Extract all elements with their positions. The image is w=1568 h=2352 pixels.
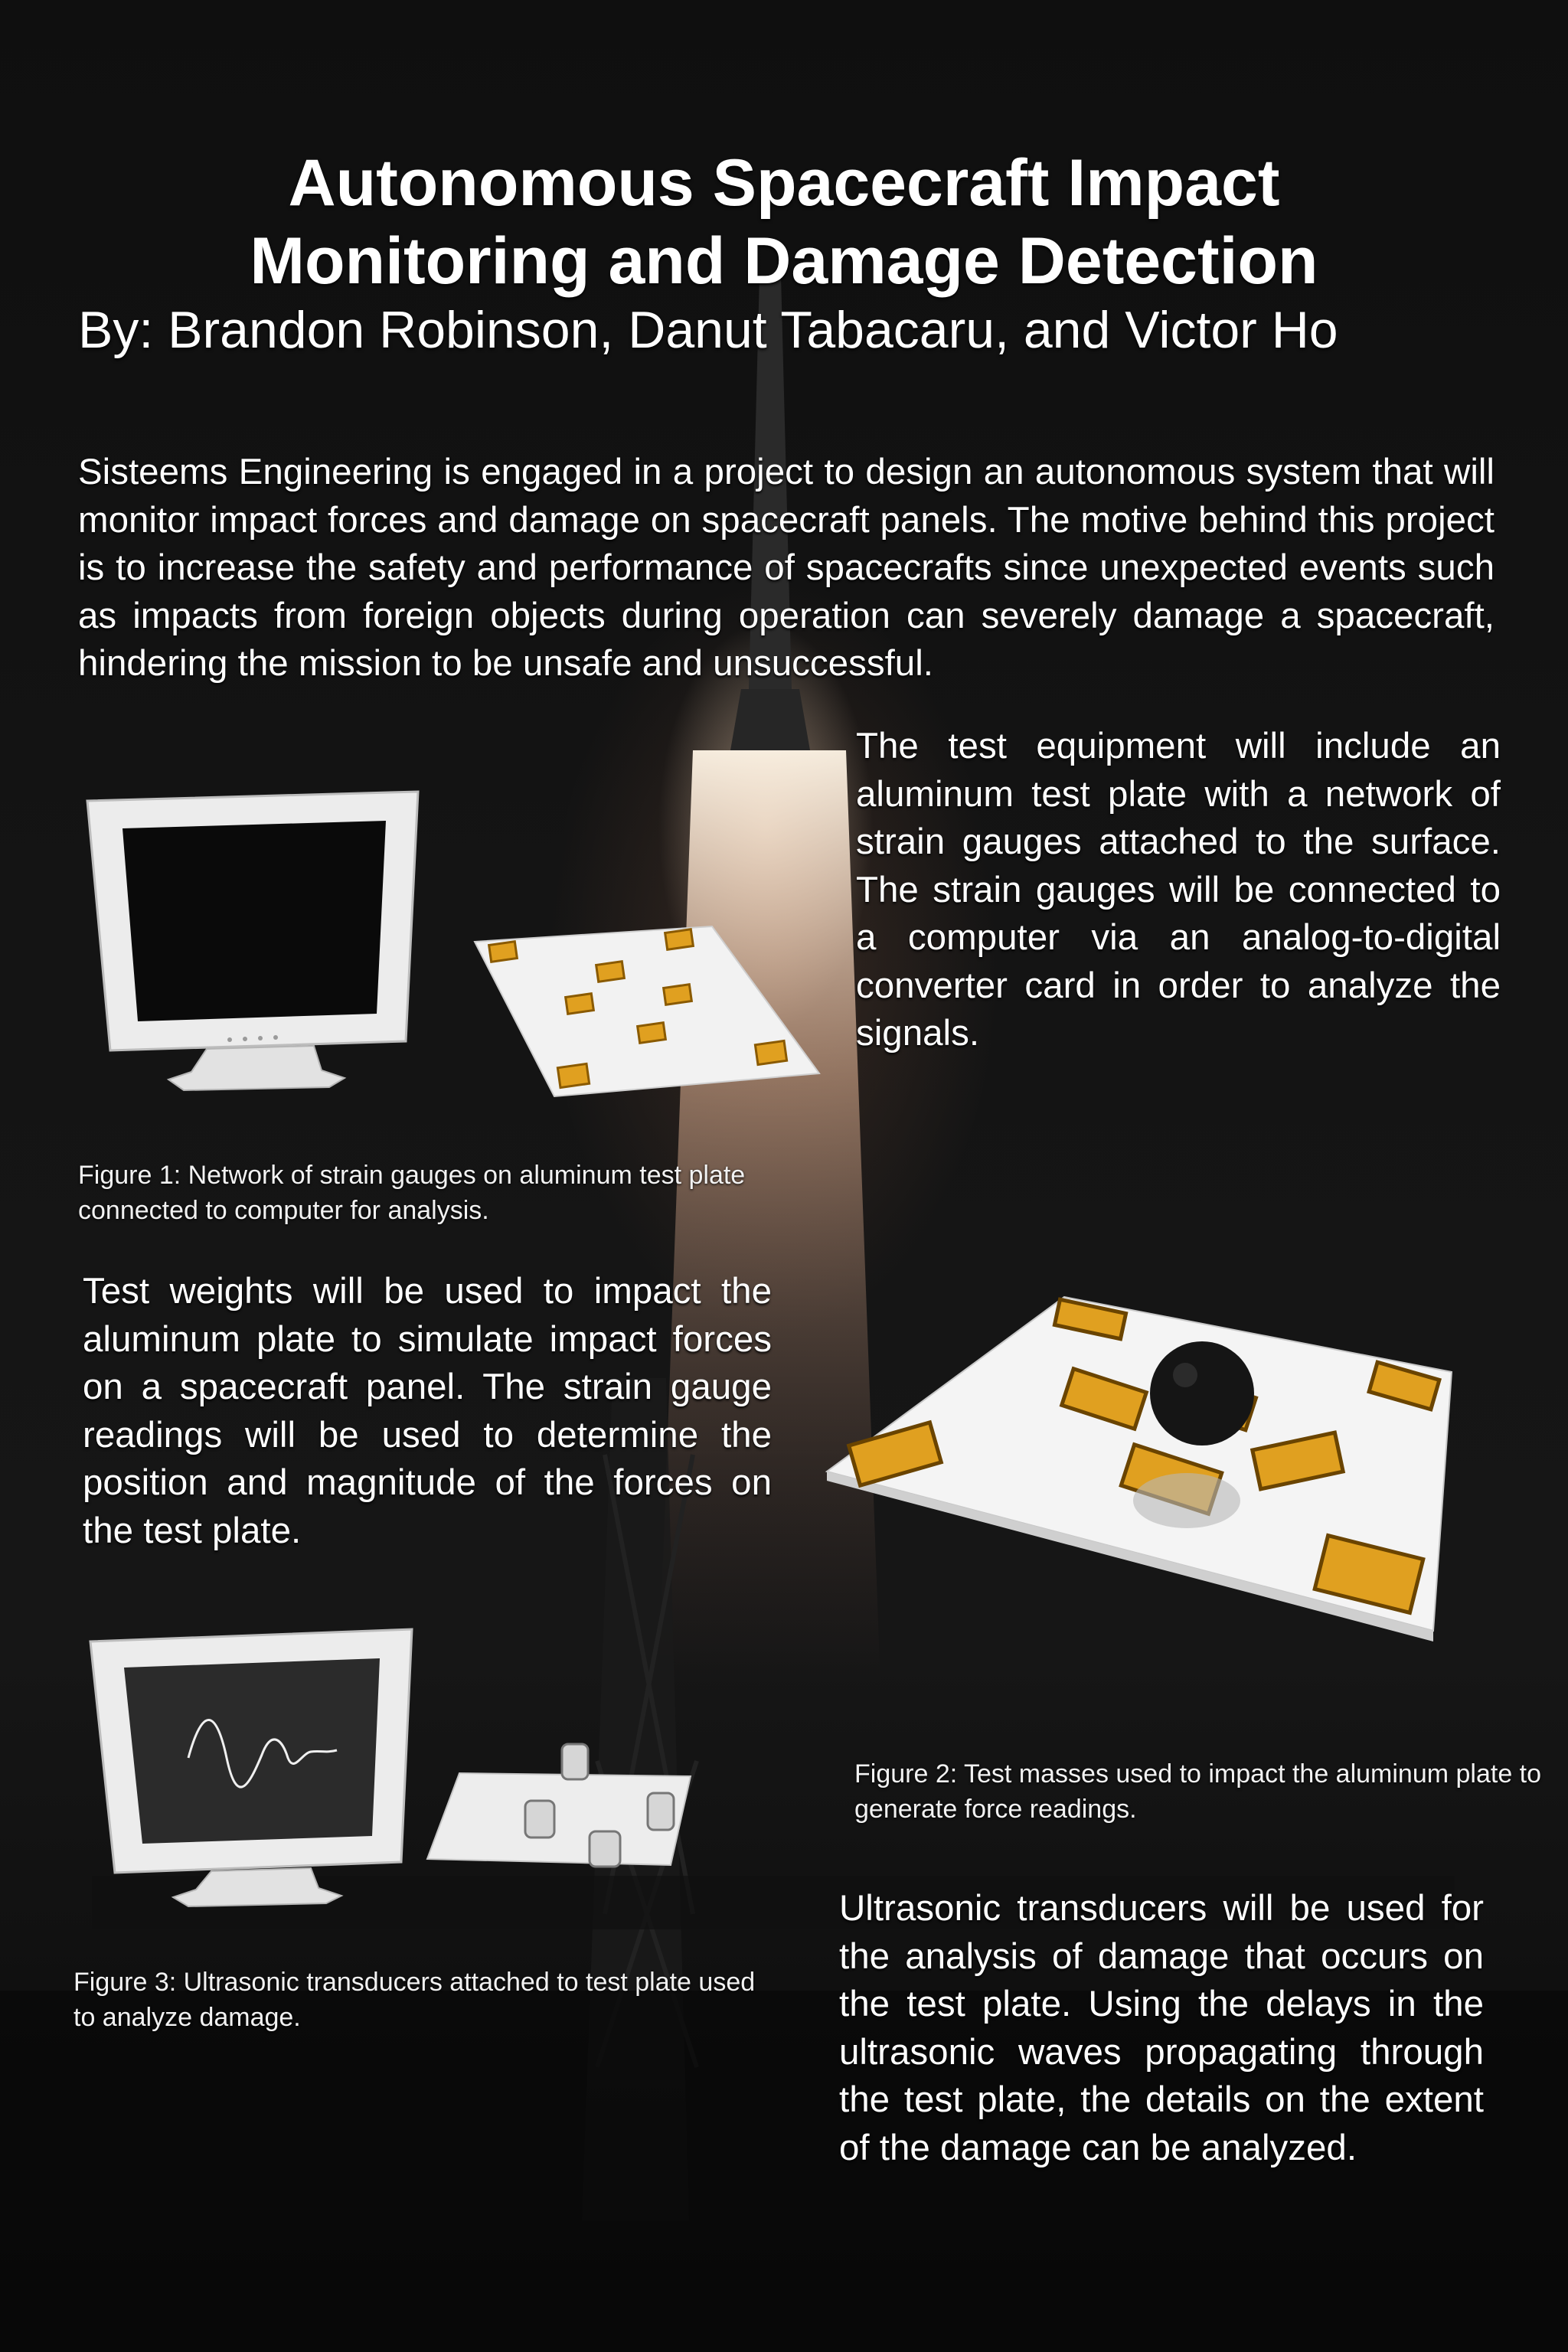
- weights-paragraph: Test weights will be used to impact the aluminum plate to simulate impact forces on a spacecraft panel. The strain gauge readings will be used to determine the position and magnitude of the forces on the test plate.: [83, 1271, 772, 1551]
- computer-monitor: [90, 1629, 412, 1906]
- figure-2-illustration: [827, 1294, 1531, 1654]
- aluminum-test-plate: [475, 926, 819, 1096]
- figure-3-caption: Figure 3: Ultrasonic transducers attached to test plate used to analyze damage.: [74, 1968, 756, 2032]
- impact-test-mass: [1150, 1341, 1254, 1446]
- ultrasonic-paragraph: Ultrasonic transducers will be used for the analysis of damage that occurs on the test plate. Using the delays in the ultrasonic waves propagating through the test plate, the details on the extent of the damage can be analyzed.: [839, 1888, 1484, 2168]
- figure-3-illustration: [81, 1623, 770, 1899]
- computer-monitor: [87, 792, 418, 1090]
- intro-paragraph: Sisteems Engineering is engaged in a project to design an autonomous system that will monitor impact forces and damage on spacecraft panels. The motive behind this project is to increase the safety and performance of spacecrafts since unexpected events such as impacts from foreign objects during operation can severely damage a spacecraft, hindering the mission to be unsafe and unsuccessful.: [78, 452, 1494, 684]
- authors-line: By: Brandon Robinson, Danut Tabacaru, and Victor Ho: [78, 301, 1338, 359]
- mass-shadow: [1133, 1473, 1240, 1528]
- figure-1-illustration: [77, 781, 827, 1133]
- poster-title: [0, 144, 1568, 300]
- figure-2-caption: Figure 2: Test masses used to impact the aluminum plate to generate force readings.: [854, 1759, 1542, 1824]
- figure-1-caption: Figure 1: Network of strain gauges on aluminum test plate connected to computer for analysis.: [78, 1161, 746, 1225]
- title-line-1: Autonomous Spacecraft Impact: [288, 146, 1280, 220]
- title-line-2: Monitoring and Damage Detection: [250, 224, 1318, 298]
- equipment-paragraph: The test equipment will include an aluminum test plate with a network of strain gauges attached to the surface. The strain gauges will be connected to a computer via an analog-to-digital converter card in order to analyze the signals.: [856, 726, 1501, 1054]
